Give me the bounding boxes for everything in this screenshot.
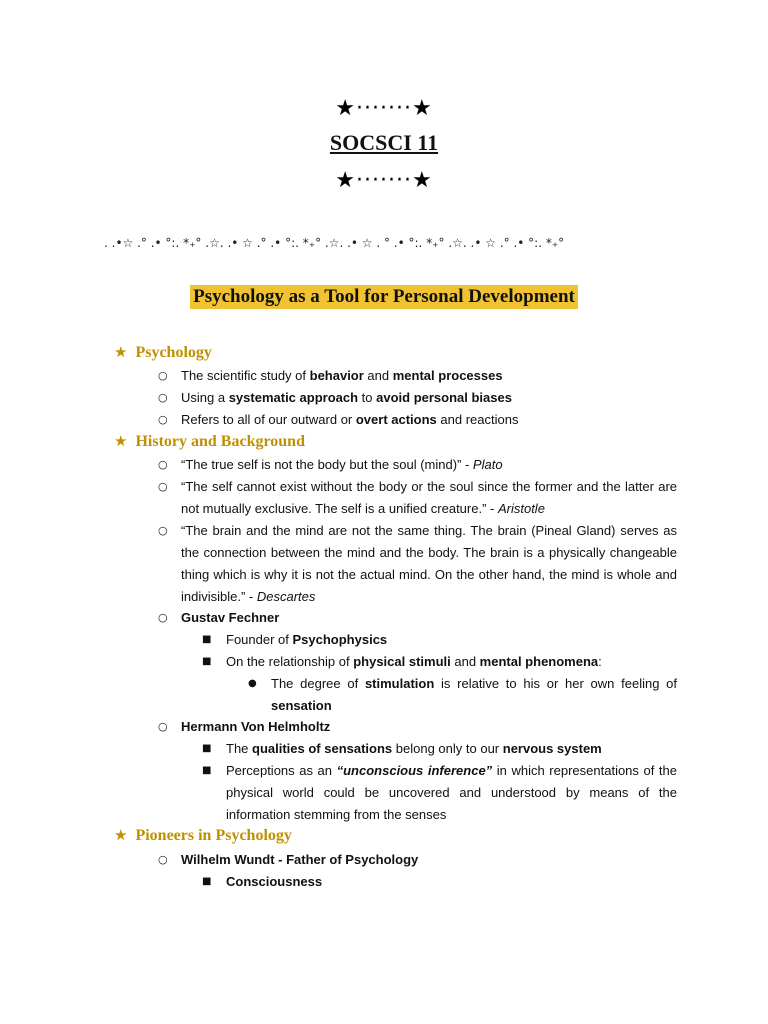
star-divider-bottom: ★·······★ bbox=[335, 168, 433, 193]
sparkle-decoration-line: . .•☆ .° .• °:. *₊° .☆. .• ☆ .° .• °:. *₊° .☆. .• ☆ . ° .• °:. *₊° .☆. .• ☆ .° .• °:. *₊° bbox=[104, 236, 565, 250]
hollow-circle-bullet-icon: ○ bbox=[158, 524, 168, 537]
filled-square-bullet-icon: ■ bbox=[202, 634, 212, 645]
hollow-circle-bullet-icon: ○ bbox=[158, 853, 168, 866]
list-item: Using a systematic approach to avoid personal biases bbox=[181, 390, 512, 405]
section-heading-text: History and Background bbox=[135, 433, 305, 450]
hollow-circle-bullet-icon: ○ bbox=[158, 391, 168, 404]
fechner-name: Gustav Fechner bbox=[181, 610, 280, 625]
section-heading-text: Pioneers in Psychology bbox=[135, 827, 292, 844]
fechner-degree: The degree of stimulation is relative to his or her own feeling of sensation bbox=[271, 676, 678, 713]
hollow-circle-bullet-icon: ○ bbox=[158, 720, 168, 733]
fechner-founder: Founder of Psychophysics bbox=[226, 632, 388, 647]
star-icon: ★ bbox=[114, 826, 128, 844]
hollow-circle-bullet-icon: ○ bbox=[158, 458, 168, 471]
hollow-circle-bullet-icon: ○ bbox=[158, 480, 168, 493]
star-icon: ★ bbox=[114, 343, 128, 361]
helmholtz-name: Hermann Von Helmholtz bbox=[181, 719, 331, 734]
hollow-circle-bullet-icon: ○ bbox=[158, 369, 168, 382]
star-icon: ★ bbox=[114, 432, 128, 450]
helmholtz-perceptions: Perceptions as an “unconscious inference” in which representations of the physical world could be uncovered and understood by means of the information stemming from the senses bbox=[226, 763, 678, 822]
filled-square-bullet-icon: ■ bbox=[202, 743, 212, 754]
section-heading-text: Psychology bbox=[135, 344, 212, 361]
fechner-relationship: On the relationship of physical stimuli and mental phenomena: bbox=[226, 654, 602, 669]
filled-circle-bullet-icon: ● bbox=[248, 678, 257, 689]
hollow-circle-bullet-icon: ○ bbox=[158, 611, 168, 624]
quote-plato: “The true self is not the body but the soul (mind)” - Plato bbox=[181, 457, 503, 472]
list-item: Refers to all of our outward or overt actions and reactions bbox=[181, 412, 519, 427]
star-divider-top: ★·······★ bbox=[335, 96, 433, 121]
wundt-item: Wilhelm Wundt - Father of Psychology bbox=[181, 852, 419, 867]
hollow-circle-bullet-icon: ○ bbox=[158, 413, 168, 426]
document-title bbox=[0, 285, 768, 309]
course-code-title: SOCSCI 11 bbox=[329, 130, 439, 155]
section-heading-history bbox=[114, 432, 305, 451]
filled-square-bullet-icon: ■ bbox=[202, 656, 212, 667]
quote-aristotle: “The self cannot exist without the body or the soul since the former and the latter are not mutually exclusive. The self is a unified creature.” - Aristotle bbox=[181, 479, 677, 516]
helmholtz-qualities: The qualities of sensations belong only to our nervous system bbox=[226, 741, 602, 756]
document-title-text: Psychology as a Tool for Personal Development bbox=[190, 285, 578, 309]
filled-square-bullet-icon: ■ bbox=[202, 765, 212, 776]
filled-square-bullet-icon: ■ bbox=[202, 876, 212, 887]
section-heading-psychology bbox=[114, 343, 212, 362]
section-heading-pioneers bbox=[114, 826, 292, 845]
consciousness-item: Consciousness bbox=[226, 874, 323, 889]
list-item: The scientific study of behavior and mental processes bbox=[181, 368, 503, 383]
quote-descartes: “The brain and the mind are not the same thing. The brain (Pineal Gland) serves as the connection between the mind and the body. The brain is a physically changeable thing which is why it is not the actual mind. On the other hand, the mind is whole and indivisible.” - Descartes bbox=[181, 523, 677, 604]
